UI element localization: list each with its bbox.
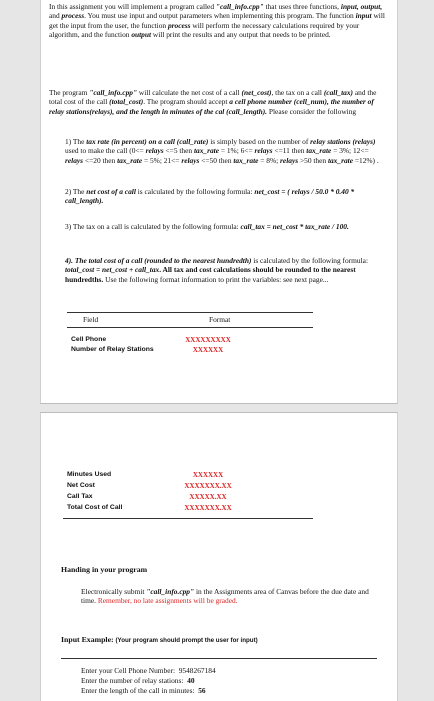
table-row-format: XXXXXX	[192, 346, 224, 354]
program-description: The program "call_info.cpp" will calculate the net cost of a call (net_cost), the tax on a call (call_tax) and the total cost of the call (total_cost). The program should accept a cell phone number (cell_num), the number of relay stations(relays), and the length in minutes of the cal (call_length). Please consider the following	[49, 88, 377, 116]
handing-in-paragraph: Electronically submit "call_info.cpp" in the Assignments area of Canvas before the due date and time. Remember, no late assignments will be graded.	[81, 587, 369, 606]
input-example-heading: Input Example: (Your program should prompt the user for input)	[61, 635, 258, 644]
example-line: Enter the length of the call in minutes: 56	[81, 686, 206, 695]
rule-4-total-cost: 4). The total cost of a call (rounded to the nearest hundredth) is calculated by the following formula: total_cost = net_cost + call_tax. All tax and cost calculations should be rounded to the nearest hundredths. Use the following format information to print the variables: see next page...	[65, 256, 368, 284]
document-page-1	[40, 0, 398, 404]
table-bottom-rule	[63, 518, 313, 519]
intro-paragraph: In this assignment you will implement a program called "call_info.cpp" that uses three functions, input, output, and process. You must use input and output parameters when implementing this program. The function input will get the input from the user, the function process will perform the necessary calculations required by your algorithm, and the function output will print the results and any output that needs to be printed.	[49, 2, 385, 40]
rule-2-net-cost: 2) The net cost of a call is calculated by the following formula: net_cost = ( relays / 50.0 * 0.40 * call_length).	[65, 187, 355, 206]
table-row-format: XXXXXXXXX	[185, 336, 231, 344]
table-row-field: Cell Phone	[71, 336, 107, 343]
table-header-field: Field	[83, 315, 99, 324]
document-page-2	[40, 412, 398, 701]
table-row-format: XXXXXXX.XX	[184, 482, 232, 490]
table-row-format: XXXXX.XX	[189, 493, 227, 501]
example-line: Enter the number of relay stations: 40	[81, 676, 195, 685]
table-row-field: Minutes Used	[67, 471, 112, 478]
handing-in-heading: Handing in your program	[61, 565, 148, 574]
table-row-field: Number of Relay Stations	[71, 346, 154, 353]
table-row-field: Net Cost	[67, 482, 95, 489]
example-line: Enter your Cell Phone Number: 9548267184	[81, 666, 216, 675]
table-header-rule	[67, 327, 313, 328]
rule-1-tax-rate: 1) The tax rate (in percent) on a call (call_rate) is simply based on the number of relay stations (relays) used to make the call (0<= relays <=5 then tax_rate = 1%; 6<= relays <=11 then tax_rate = 3%; 12<= relays <=20 then tax_rate = 5%; 21<= relays <=50 then tax_rate = 8%; relays >50 then tax_rate =12%) .	[65, 137, 379, 165]
table-header-format: Format	[209, 315, 231, 324]
rule-3-call-tax: 3) The tax on a call is calculated by the following formula: call_tax = net_cost * tax_rate / 100.	[65, 222, 349, 231]
table-row-field: Call Tax	[67, 493, 93, 500]
example-divider	[61, 658, 377, 659]
table-top-rule	[67, 312, 313, 313]
table-row-field: Total Cost of Call	[67, 504, 123, 511]
table-row-format: XXXXXX	[192, 471, 224, 479]
table-row-format: XXXXXXX.XX	[184, 504, 232, 512]
